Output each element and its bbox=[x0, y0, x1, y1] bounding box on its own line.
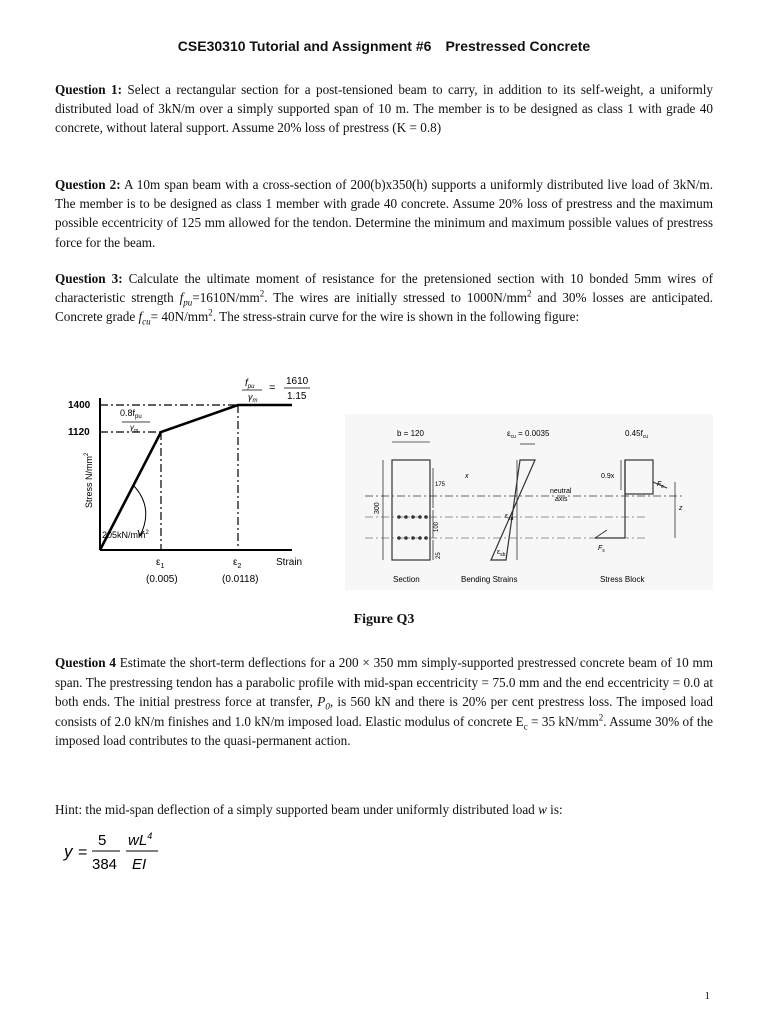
stress-block-label: $0.45f_{cu}$ bbox=[625, 429, 649, 440]
x-label: x bbox=[465, 473, 469, 480]
hint-w: w bbox=[538, 802, 547, 817]
topic-title: Prestressed Concrete bbox=[445, 38, 591, 54]
z-label: z bbox=[679, 505, 683, 512]
neutral-label-1: neutral bbox=[550, 488, 572, 495]
fs-label: $F_s$ bbox=[598, 545, 605, 554]
eps2-value: (0.0118) bbox=[222, 574, 259, 585]
tick-1400: 1400 bbox=[68, 400, 91, 411]
b-label: b = 120 bbox=[397, 429, 424, 438]
stress-strain-curve bbox=[100, 405, 292, 550]
q3-text-1: Calculate the ultimate moment of resistance for the pretensioned section with 10 bonded 5mm wires of characteristic strength bbox=[55, 271, 713, 306]
q4-text-1: Estimate the short-term deflections for a 200 × 350 mm simply-supported prestressed concrete beam of 10 mm span. The prestressing tendon has a parabolic profile with mid-span eccentricity = 75.0 mm and the end eccentricity = 0.0 at both ends. The initial prestress force at transfer, bbox=[55, 655, 713, 710]
formula-wl: $wL^4$ bbox=[128, 831, 153, 849]
question-2-label: Question 2: bbox=[55, 177, 121, 192]
modulus-label: $205kN/mm^2$ bbox=[102, 530, 149, 540]
page-title bbox=[0, 38, 768, 54]
esa-label: $\varepsilon_{sa}$ bbox=[505, 513, 514, 522]
q4-p0: $P_0$ bbox=[317, 694, 330, 712]
x09-label: 0.9x bbox=[601, 473, 615, 480]
question-3-label: Question 3: bbox=[55, 271, 123, 286]
hint-text-1: Hint: the mid-span deflection of a simply supported beam under uniformly distributed load bbox=[55, 802, 539, 817]
gamma-label: $\gamma_m$ bbox=[248, 392, 258, 404]
eps2-label: $\varepsilon_2$ bbox=[233, 557, 242, 570]
question-2 bbox=[55, 175, 713, 252]
formula-num-5: 5 bbox=[98, 832, 107, 849]
q4-text-3: = 35 kN/mm bbox=[527, 713, 599, 729]
neutral-label-2: axis bbox=[555, 496, 568, 503]
d175-label: 175 bbox=[435, 482, 446, 488]
question-1 bbox=[55, 80, 713, 138]
h300-label: 300 bbox=[374, 502, 381, 514]
fc-label: $F_c$ bbox=[657, 481, 664, 490]
question-4: Question 4 Estimate the short-term deflections for a 200 × 350 mm simply-supported prestressed concrete beam of 10 mm span. The prestressing tendon has a parabolic profile with mid-span eccentricity = 75.0 mm and the end eccentricity = 0.0 at both ends. The initial prestress force at transfer, $P_0$, is 560 kN and there is 20% per cent prestress loss. The imposed load consists of 2.0 kN/m finishes and 1.0 kN/m imposed load. Elastic modulus of concrete $E_c = 35$ $kN/mm^2$. Assume 30% of the imposed load contributes to the quasi-permanent action. bbox=[55, 655, 714, 749]
q4-text-4: . Assume 30% of the imposed load contributes to the quasi-permanent action. bbox=[55, 713, 714, 749]
y-axis-label: Stress $N/mm^2$ bbox=[84, 452, 94, 508]
cap-stress: Stress Block bbox=[600, 575, 645, 584]
figure-caption: Figure Q3 bbox=[353, 612, 415, 627]
q3-text-5: = 40N/mm bbox=[150, 309, 209, 325]
question-1-label: Question 1: bbox=[55, 82, 122, 97]
point8-label: $0.8f_{pu}$ bbox=[120, 408, 142, 420]
q3-fcu: $f_{cu}$ bbox=[138, 309, 151, 328]
question-2-text: A 10m span beam with a cross-section of 200(b)x350(h) supports a uniformly distributed live load of 3kN/m. The member is to be designed as class 1 member with grade 40 concrete. Assume 20% loss of prestress and the maximum possible eccentricity of 125 mm allowed for the tendon. Determine the minimum and maximum possible values of prestress force for the beam. bbox=[55, 177, 713, 250]
formula-eq: = bbox=[78, 844, 88, 861]
d100-label: 100 bbox=[434, 521, 440, 532]
q4-text-2: , is 560 kN and there is 20% per cent prestress loss. The imposed load consists of 2.0 kN/m finishes and 1.0 kN/m imposed load. Elastic modulus of concrete E bbox=[55, 694, 713, 729]
stress-strain-figure bbox=[62, 368, 332, 598]
hint bbox=[55, 800, 713, 819]
tick-1120: 1120 bbox=[68, 427, 90, 438]
gamma-denominator: 1.15 bbox=[287, 391, 307, 402]
esb-label: $\varepsilon_{sb}$ bbox=[497, 549, 506, 558]
fpu-label: $f_{pu}$ bbox=[245, 378, 255, 390]
formula-y: y bbox=[64, 842, 73, 861]
hint-text-2: is: bbox=[546, 802, 563, 817]
eps1-label: $\varepsilon_1$ bbox=[156, 557, 165, 570]
q3-fpu: $f_{pu}$ bbox=[179, 290, 193, 308]
course-title: CSE30310 Tutorial and Assignment #6 bbox=[177, 38, 432, 54]
section-strain-stress-figure bbox=[345, 414, 713, 590]
eq-sign: = bbox=[269, 382, 276, 394]
question-1-text: Select a rectangular section for a post-tensioned beam to carry, in addition to its self-weight, a uniformly distributed load of 3kN/m over a simply supported span of 10 m. The member is to be designed as class 1 with grade 40 concrete, without lateral support. Assume 20% loss of prestress (K = 0.8) bbox=[55, 82, 713, 136]
q3-text-4: and 30% losses are anticipated. Concrete grade bbox=[55, 290, 713, 325]
d25-label: 25 bbox=[436, 552, 442, 559]
page-number: 1 bbox=[704, 990, 710, 1002]
cap-section: Section bbox=[393, 575, 420, 584]
fpu-numerator: 1610 bbox=[286, 376, 309, 387]
q3-text-3: . The wires are initially stressed to 1000N/mm bbox=[264, 290, 527, 306]
q3-text-2: =1610N/mm bbox=[192, 290, 260, 306]
cap-bending: Bending Strains bbox=[461, 575, 518, 584]
modulus-arc bbox=[134, 486, 146, 536]
strain-label: Strain bbox=[276, 557, 303, 568]
question-3: Question 3: Calculate the ultimate moment of resistance for the pretensioned section with 10 bonded 5mm wires of characteristic strength $f_{pu}=1610N/mm^2$. The wires are initially stressed to $1000N/mm^2$ and 30% losses are anticipated. Concrete grade $f_{cu}= 40N/mm^2$. The stress-strain curve for the wire is shown in the following figure: bbox=[55, 271, 713, 328]
eps1-value: (0.005) bbox=[146, 574, 178, 585]
ecu-label: $\varepsilon_{cu} = 0.0035$ bbox=[507, 429, 550, 440]
deflection-formula bbox=[62, 826, 202, 876]
q3-text-6: . The stress-strain curve for the wire is shown in the following figure: bbox=[212, 309, 580, 325]
formula-ei: EI bbox=[132, 856, 147, 873]
formula-den-384: 384 bbox=[92, 856, 118, 873]
point8-gamma: $\gamma_m$ bbox=[130, 423, 139, 434]
question-4-label: Question 4 bbox=[55, 655, 116, 670]
